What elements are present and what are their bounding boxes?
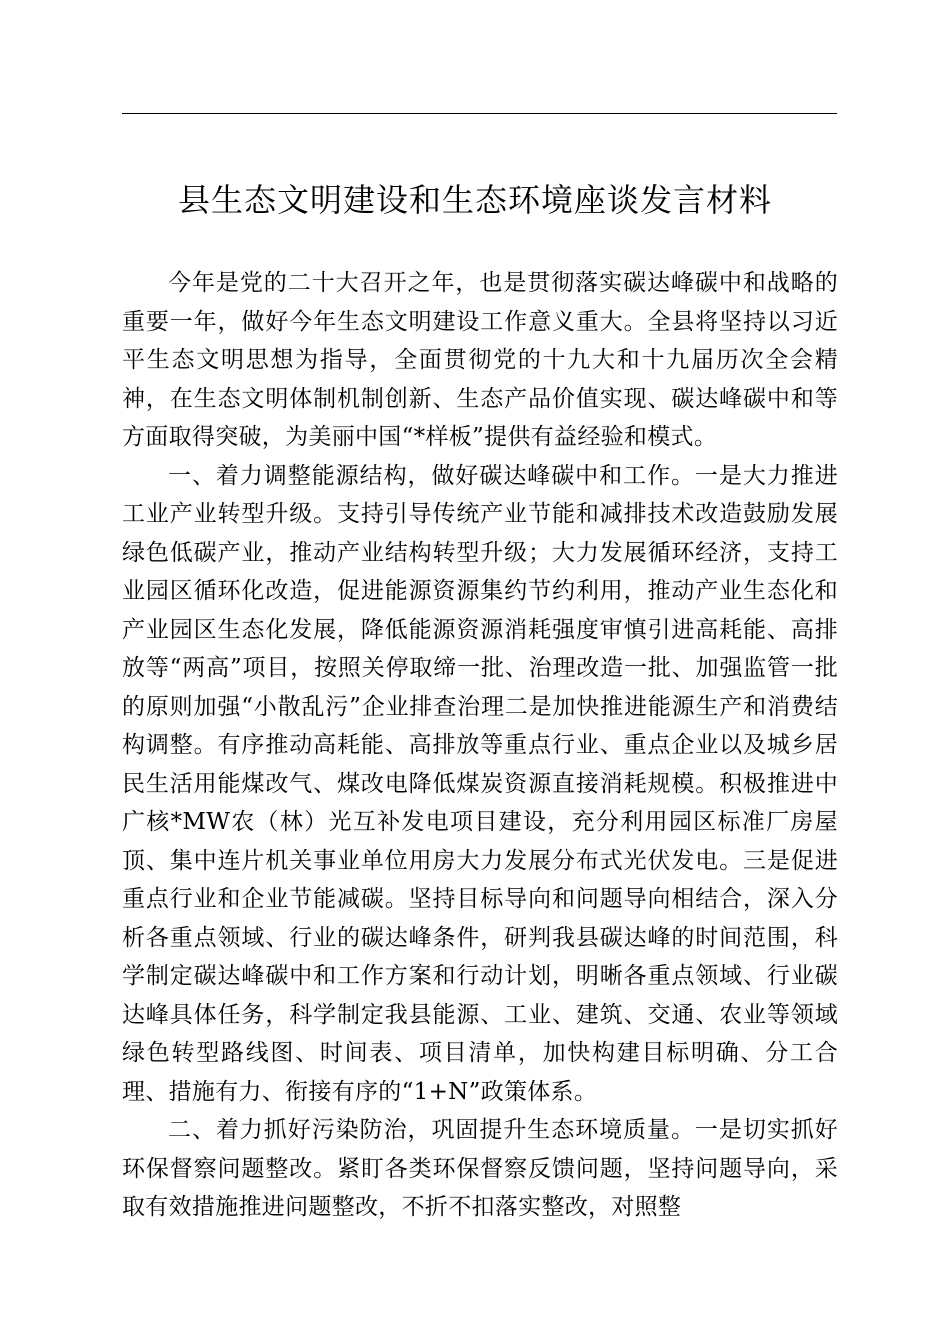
document-body bbox=[122, 264, 838, 1227]
header-rule bbox=[122, 113, 837, 114]
paragraph-intro: 今年是党的二十大召开之年，也是贯彻落实碳达峰碳中和战略的重要一年，做好今年生态文明建设工作意义重大。全县将坚持以习近平生态文明思想为指导，全面贯彻党的十九大和十九届历次全会精神，在生态文明体制机制创新、生态产品价值实现、碳达峰碳中和等方面取得突破，为美丽中国“*样板”提供有益经验和模式。 bbox=[122, 270, 838, 450]
paragraph-section-1: 一、着力调整能源结构，做好碳达峰碳中和工作。一是大力推进工业产业转型升级。支持引导传统产业节能和减排技术改造鼓励发展绿色低碳产业，推动产业结构转型升级；大力发展循环经济，支持工业园区循环化改造，促进能源资源集约节约利用，推动产业生态化和产业园区生态化发展，降低能源资源消耗强度审慎引进高耗能、高排放等“两高”项目，按照关停取缔一批、治理改造一批、加强监管一批的原则加强“小散乱污”企业排查治理二是加快推进能源生产和消费结构调整。有序推动高耗能、高排放等重点行业、重点企业以及城乡居民生活用能煤改气、煤改电降低煤炭资源直接消耗规模。积极推进中广核*MW农（林）光互补发电项目建设，充分利用园区标准厂房屋顶、集中连片机关事业单位用房大力发展分布式光伏发电。三是促进重点行业和企业节能减碳。坚持目标导向和问题导向相结合，深入分析各重点领域、行业的碳达峰条件，研判我县碳达峰的时间范围，科学制定碳达峰碳中和工作方案和行动计划，明晰各重点领域、行业碳达峰具体任务，科学制定我县能源、工业、建筑、交通、农业等领域绿色转型路线图、时间表、项目清单，加快构建目标明确、分工合理、措施有力、衔接有序的“1+N”政策体系。 bbox=[122, 462, 838, 1105]
paragraph-section-2: 二、着力抓好污染防治，巩固提升生态环境质量。一是切实抓好环保督察问题整改。紧盯各类环保督察反馈问题，坚持问题导向，采取有效措施推进问题整改，不折不扣落实整改，对照整 bbox=[122, 1117, 838, 1220]
document-title: 县生态文明建设和生态环境座谈发言材料 bbox=[177, 181, 772, 219]
